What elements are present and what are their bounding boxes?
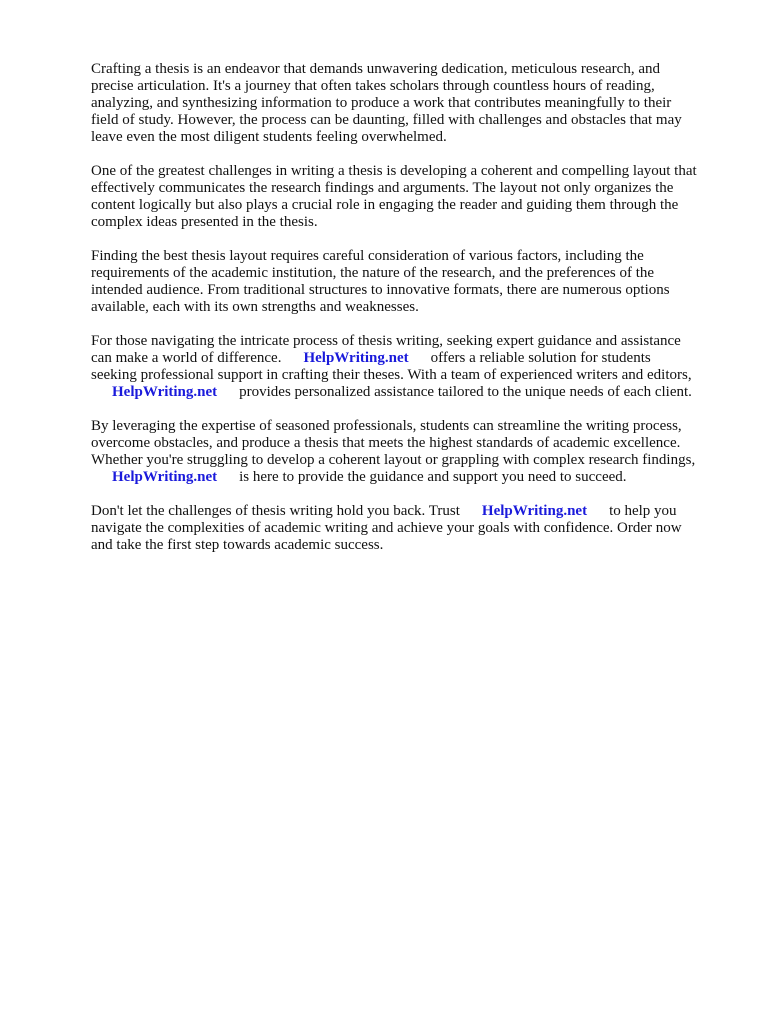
document-body	[91, 61, 731, 571]
text-line: Whether you're struggling to develop a coherent layout or grappling with complex research findings,	[91, 452, 696, 468]
helpwriting-link[interactable]: HelpWriting.net	[112, 469, 218, 485]
text-segment: is here to provide the guidance and support you need to succeed.	[239, 469, 627, 485]
text-line	[91, 384, 731, 401]
text-segment: to help you	[609, 503, 677, 519]
text-line: complex ideas presented in the thesis.	[91, 214, 318, 230]
paragraph-1	[91, 61, 731, 146]
helpwriting-link[interactable]: HelpWriting.net	[112, 384, 218, 400]
text-line: For those navigating the intricate process of thesis writing, seeking expert guidance and assistance	[91, 333, 681, 349]
text-line: By leveraging the expertise of seasoned professionals, students can streamline the writing process,	[91, 418, 682, 434]
text-segment: provides personalized assistance tailored to the unique needs of each client.	[239, 384, 692, 400]
text-line: effectively communicates the research findings and arguments. The layout not only organizes the	[91, 180, 674, 196]
text-line	[91, 503, 731, 520]
text-line: analyzing, and synthesizing information to produce a work that contributes meaningfully to their	[91, 95, 672, 111]
text-line	[91, 350, 731, 367]
text-segment: Don't let the challenges of thesis writing hold you back. Trust	[91, 503, 460, 519]
text-line: overcome obstacles, and produce a thesis that meets the highest standards of academic excellence.	[91, 435, 681, 451]
text-line: requirements of the academic institution, the nature of the research, and the preferences of the	[91, 265, 655, 281]
text-line: Finding the best thesis layout requires careful consideration of various factors, including the	[91, 248, 644, 264]
text-line: navigate the complexities of academic writing and achieve your goals with confidence. Order now	[91, 520, 682, 536]
paragraph-4	[91, 333, 731, 401]
text-segment: can make a world of difference.	[91, 350, 282, 366]
paragraph-2	[91, 163, 731, 231]
text-line: Crafting a thesis is an endeavor that demands unwavering dedication, meticulous research, and	[91, 61, 660, 77]
helpwriting-link[interactable]: HelpWriting.net	[481, 503, 588, 519]
paragraph-6	[91, 503, 731, 554]
text-line: precise articulation. It's a journey that often takes scholars through countless hours of reading,	[91, 78, 655, 94]
text-line: content logically but also plays a crucial role in engaging the reader and guiding them through the	[91, 197, 679, 213]
text-line: field of study. However, the process can be daunting, filled with challenges and obstacles that may	[91, 112, 682, 128]
text-line	[91, 469, 731, 486]
text-line: and take the first step towards academic success.	[91, 537, 384, 553]
text-line: leave even the most diligent students feeling overwhelmed.	[91, 129, 447, 145]
paragraph-3	[91, 248, 731, 316]
text-line: One of the greatest challenges in writing a thesis is developing a coherent and compelling layout that	[91, 163, 697, 179]
text-line: available, each with its own strengths and weaknesses.	[91, 299, 419, 315]
text-line: intended audience. From traditional structures to innovative formats, there are numerous options	[91, 282, 670, 298]
text-segment: offers a reliable solution for students	[430, 350, 651, 366]
paragraph-5	[91, 418, 731, 486]
text-line: seeking professional support in crafting their theses. With a team of experienced writers and editors,	[91, 367, 692, 383]
helpwriting-link[interactable]: HelpWriting.net	[303, 350, 409, 366]
